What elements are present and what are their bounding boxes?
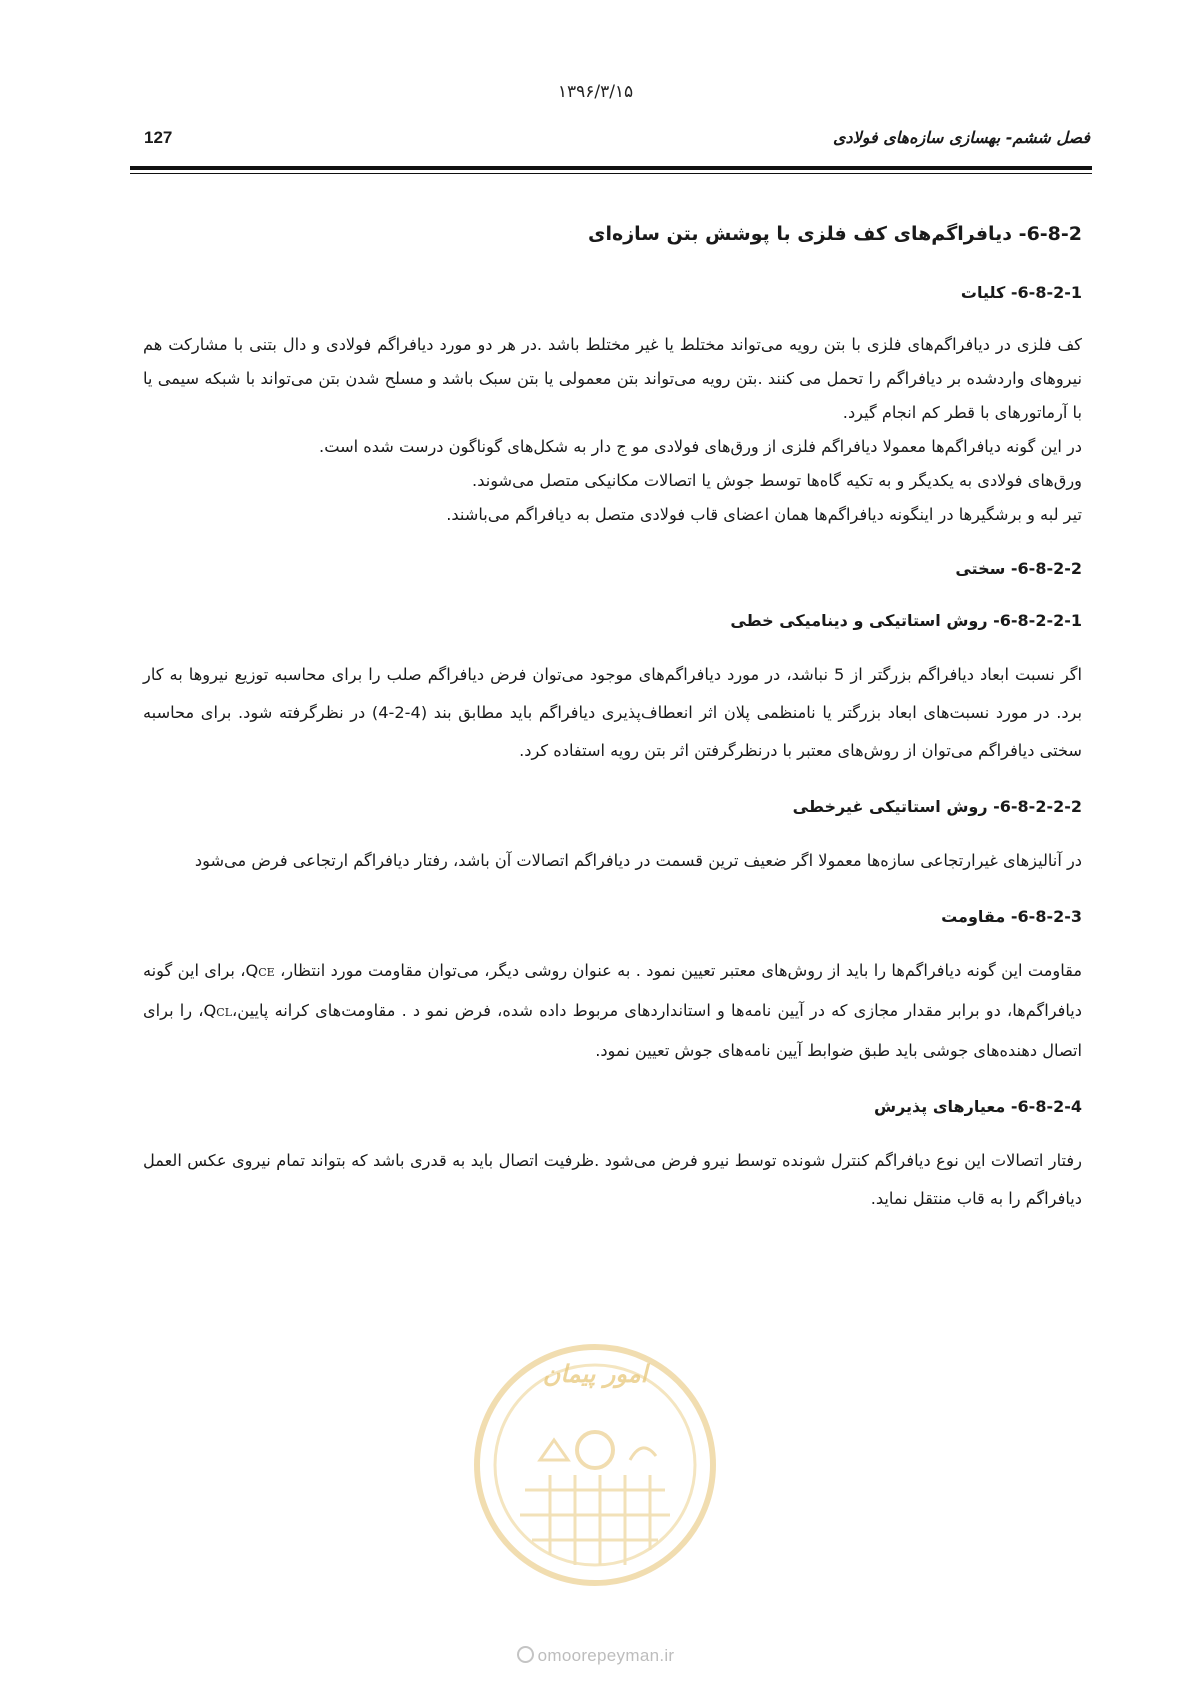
document-date: ۱۳۹۶/۳/۱۵ [557, 82, 634, 102]
header-rule-thin [130, 173, 1092, 174]
heading-stiffness: 6-8-2-2- سختی [955, 559, 1082, 578]
paragraph-linear-method: اگر نسبت ابعاد دیافراگم بزرگتر از 5 نباشد، در مورد دیافراگم‌های موجود می‌توان فرض دیافراگم صلب را برای محاسبه توزیع نیروها به کار برد. در مورد نسبت‌های ابعاد بزرگتر یا نامنظمی پلان اثر انعطاف‌پذیری دیافراگم باید مطابق بند (4-2-4) در نظرگرفته شود. برای محاسبه سختی دیافراگم می‌توان از روش‌های معتبر با درنظرگرفتن اثر بتن رویه استفاده کرد. [143, 665, 1082, 760]
heading-strength: 6-8-2-3- مقاومت [941, 907, 1082, 926]
q-ce-symbol [246, 961, 275, 980]
q-cl-subscript: CL [216, 1006, 233, 1019]
main-content [143, 190, 1082, 1218]
section-title: 6-8-2- دیافراگم‌های کف فلزی با پوشش بتن سازه‌ای [588, 223, 1082, 245]
paragraph-acceptance: رفتار اتصالات این نوع دیافراگم کنترل شونده توسط نیرو فرض می‌شود .ظرفیت اتصال باید به قدری باشد که بتواند تمام نیروی عکس العمل دیافراگم را به قاب منتقل نماید. [143, 1151, 1082, 1208]
q-cl-letter: Q [203, 1001, 217, 1020]
q-ce-subscript: CE [258, 966, 275, 979]
paragraph-general-3: ورق‌های فولادی به یکدیگر و به تکیه گاه‌ها توسط جوش یا اتصالات مکانیکی متصل می‌شوند. [472, 471, 1082, 490]
watermark-site [0, 1646, 1191, 1666]
strength-text-1: مقاومت این گونه دیافراگم‌ها را باید از روش‌های معتبر تعیین نمود . به عنوان روشی دیگر، می‌توان مقاومت مورد انتظار، [274, 961, 1082, 980]
paragraph-general-1: کف فلزی در دیافراگم‌های فلزی با بتن رویه می‌تواند مختلط یا غیر مختلط باشد .در هر دو مورد دیافراگم فولادی و دال بتنی با مشارکت هم نیروهای واردشده بر دیافراگم را تحمل می کنند .بتن رویه می‌تواند بتن معمولی یا بتن سبک باشد و مسلح شدن بتن می‌تواند با شبکه سیمی یا با آرماتورهای با قطر کم انجام گیرد. [143, 335, 1082, 422]
page-number: 127 [144, 128, 173, 147]
site-logo-icon [517, 1646, 534, 1663]
paragraph-strength [143, 952, 1082, 1070]
paragraph-general-4: تیر لبه و برشگیرها در اینگونه دیافراگم‌ها همان اعضای قاب فولادی متصل به دیافراگم می‌باشند. [446, 505, 1082, 524]
paragraph-nonlinear-method: در آنالیزهای غیرارتجاعی سازه‌ها معمولا اگر ضعیف ترین قسمت در دیافراگم اتصالات آن باشد، رفتار دیافراگم ارتجاعی فرض می‌شود [194, 851, 1082, 870]
heading-acceptance: 6-8-2-4- معیارهای پذیرش [874, 1097, 1082, 1116]
strength-text-2: ، برای این گونه دیافراگم‌ها، دو برابر مقدار مجازی که در آیین نامه‌ها و استانداردهای مربوط داده شده، فرض نمو د . مقاومت‌های کرانه پایین، [143, 961, 1083, 1020]
paragraph-general-2: در این گونه دیافراگم‌ها معمولا دیافراگم فلزی از ورق‌های فولادی مو ج دار به شکل‌های گوناگون درست شده است. [319, 437, 1082, 456]
heading-nonlinear-method: 6-8-2-2-2- روش استاتیکی غیرخطی [792, 797, 1082, 816]
heading-linear-method: 6-8-2-2-1- روش استاتیکی و دینامیکی خطی [730, 611, 1082, 630]
header-rule-thick [130, 166, 1092, 170]
q-ce-letter: Q [245, 961, 259, 980]
heading-general: 6-8-2-1- کلیات [960, 283, 1082, 302]
chapter-title: فصل ششم- بهسازی سازه‌های فولادی [832, 128, 1090, 147]
watermark-site-text: omoorepeyman.ir [537, 1646, 675, 1665]
page-header [130, 128, 1090, 158]
watermark-seal-text: امور پیمان [542, 1360, 648, 1388]
strength-text-3: ، را برای اتصال دهنده‌های جوشی باید طبق ضوابط آیین نامه‌های جوش تعیین نمود. [143, 1001, 1082, 1060]
q-cl-symbol [204, 1001, 232, 1020]
